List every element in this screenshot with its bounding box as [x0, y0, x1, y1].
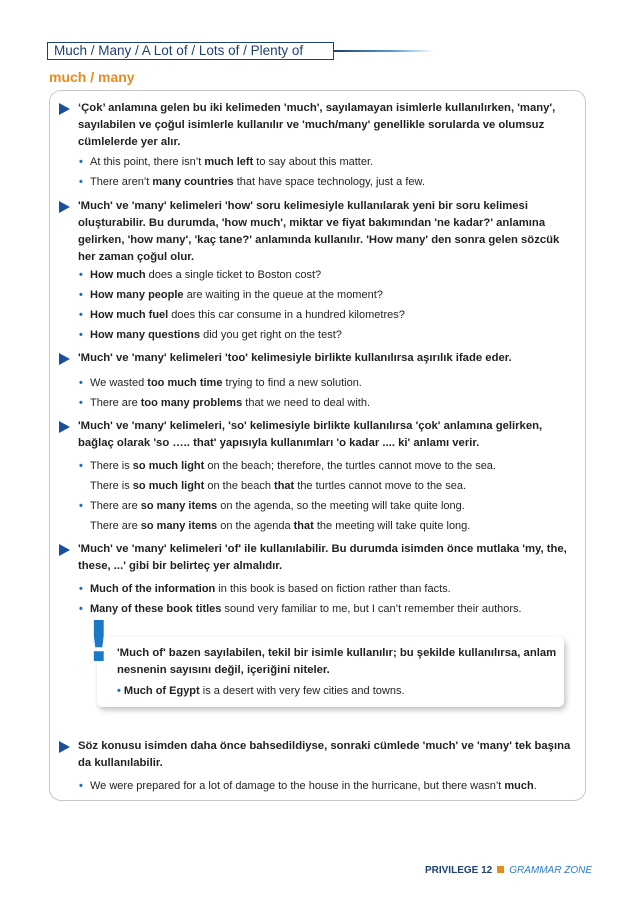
example-3-2: • There are too many problems that we need to deal with. [79, 397, 371, 409]
example-4-4: There are so many items on the agenda that the meeting will take quite long. [90, 520, 471, 532]
rule-6: Söz konusu isimden daha önce bahsedildiyse, sonraki cümlede 'much' ve 'many' tek başına da kullanılabilir. [78, 738, 578, 772]
note-text: 'Much of' bazen sayılabilen, tekil bir isimle kullanılır; bu şekilde kullanılırsa, anlam nesnenin sayısını değil, içeriğini niteler. [117, 647, 557, 676]
bullet-icon: • [79, 780, 83, 792]
arrow-right-icon [59, 103, 70, 115]
bullet-icon: • [79, 269, 83, 281]
bullet-icon: • [79, 329, 83, 341]
footer-section: GRAMMAR ZONE [509, 865, 592, 876]
arrow-right-icon [59, 201, 70, 213]
bullet-icon: • [79, 397, 83, 409]
rule-5: 'Much' ve 'many' kelimeleri 'of' ile kullanılabilir. Bu durumda isimden önce mutlaka 'my, the, these, ...' gibi bir belirteç yer almalıdır. [78, 541, 578, 575]
page-footer [425, 865, 592, 876]
bullet-icon: • [79, 603, 83, 615]
example-5-1: • Much of the information in this book is based on fiction rather than facts. [79, 583, 451, 595]
rule-3: 'Much' ve 'many' kelimeleri 'too' kelimesiyle birlikte kullanılırsa aşırılık ifade eder. [78, 350, 578, 367]
square-icon [497, 866, 504, 873]
bullet-icon: • [79, 460, 83, 472]
rule-1: ‘Çok’ anlamına gelen bu iki kelimeden 'much', sayılamayan isimlerle kullanılırken, 'many', sayılabilen ve çoğul isimlerle kullanılır ve 'much/many' genellikle sorularda ve olumsuz cümlelerde yer alır. [78, 100, 578, 151]
bullet-icon: • [79, 309, 83, 321]
header-rule [334, 50, 434, 52]
bullet-icon: • [79, 377, 83, 389]
arrow-right-icon [59, 353, 70, 365]
example-2-3: • How much fuel does this car consume in a hundred kilometres? [79, 309, 405, 321]
example-4-3: • There are so many items on the agenda, so the meeting will take quite long. [79, 500, 465, 512]
bullet-icon: • [79, 176, 83, 188]
example-1-2: • There aren’t many countries that have space technology, just a few. [79, 176, 425, 188]
example-2-4: • How many questions did you get right on the test? [79, 329, 342, 341]
example-5-2: • Many of these book titles sound very familiar to me, but I can’t remember their authors. [79, 603, 522, 615]
example-4-2: There is so much light on the beach that the turtles cannot move to the sea. [90, 480, 467, 492]
rule-2: 'Much' ve 'many' kelimeleri 'how' soru kelimesiyle kullanılarak yeni bir soru kelimesi oluşturabilir. Bu durumda, 'how much', miktar ve fiyat bakımından 'ne kadar?' anlamına gelirken, 'how many', 'kaç tane?' anlamında kullanılır. 'How many' den sonra gelen sözcük her zaman çoğul olur. [78, 198, 578, 266]
example-4-1: • There is so much light on the beach; therefore, the turtles cannot move to the sea. [79, 460, 496, 472]
example-3-1: • We wasted too much time trying to find a new solution. [79, 377, 362, 389]
arrow-right-icon [59, 741, 70, 753]
footer-brand: PRIVILEGE 12 [424, 865, 493, 876]
rule-4: 'Much' ve 'many' kelimeleri, 'so' kelimesiyle birlikte kullanılırsa 'çok' anlamına gelirken, bağlaç olarak 'so ….. that' yapısıyla kullanımları 'o kadar .... ki' anlamı verir. [78, 418, 578, 452]
bullet-icon: • [79, 583, 83, 595]
bullet-icon: • [79, 500, 83, 512]
example-6-1: • We were prepared for a lot of damage to the house in the hurricane, but there wasn’t much. [79, 780, 537, 792]
bullet-icon: • [79, 289, 83, 301]
example-2-1: • How much does a single ticket to Boston cost? [79, 269, 322, 281]
arrow-right-icon [59, 544, 70, 556]
exclamation-icon: ! [86, 610, 112, 675]
bullet-icon: • [79, 156, 83, 168]
arrow-right-icon [59, 421, 70, 433]
example-1-1: • At this point, there isn’t much left to say about this matter. [79, 156, 374, 168]
section-title: Much / Many / A Lot of / Lots of / Plenty of [47, 42, 334, 60]
example-2-2: • How many people are waiting in the queue at the moment? [79, 289, 383, 301]
note-example: • Much of Egypt is a desert with very few cities and towns. [117, 685, 405, 697]
subsection-title: much / many [49, 69, 135, 85]
bullet-icon: • [117, 685, 121, 697]
